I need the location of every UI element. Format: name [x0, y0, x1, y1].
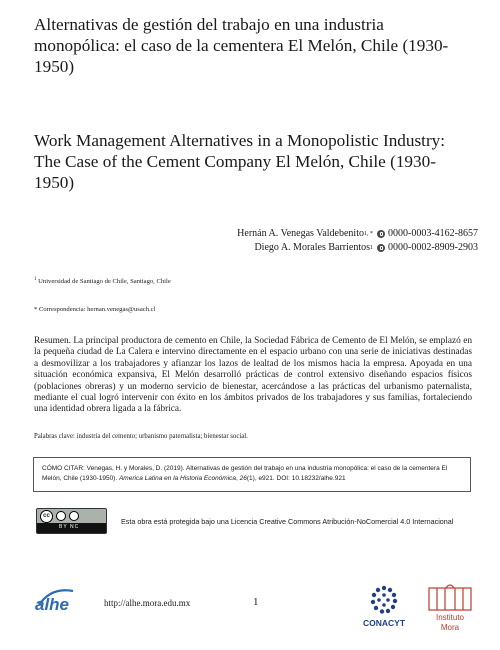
- author-2: Diego A. Morales Barrientos 1 0000-0002-8909-2903: [254, 242, 478, 253]
- affiliation-mark: 1: [34, 277, 37, 282]
- cc-license-badge[interactable]: [36, 508, 107, 534]
- citation-text: Venegas, H. y Morales, D. (2019). Alternativas de gestión del trabajo en una industria monopólica: el caso de la cementera El Melón, Chile (1930-1950).: [42, 465, 448, 482]
- alhe-logo-text: alhe: [35, 595, 70, 613]
- orcid-id[interactable]: 0000-0003-4162-8657: [388, 228, 478, 239]
- title-english: Work Management Alternatives in a Monopolistic Industry: The Case of the Cement Company El Melón, Chile (1930-1950): [34, 131, 446, 192]
- author-name: Hernán A. Venegas Valdebenito: [237, 228, 364, 239]
- noncommercial-icon: [69, 511, 79, 521]
- affiliation: [34, 275, 171, 286]
- footer-url[interactable]: http://alhe.mora.edu.mx: [104, 598, 191, 608]
- attribution-icon: [56, 511, 66, 521]
- license-text: Esta obra está protegida bajo una Licencia Creative Commons Atribución-NoComercial 4.0 Internacional: [121, 517, 454, 526]
- cc-icon: cc: [40, 510, 53, 523]
- citation-doi[interactable]: DOI: 10.18232/alhe.921: [276, 474, 346, 482]
- title-spanish: Alternativas de gestión del trabajo en una industria monopólica: el caso de la cementera El Melón, Chile (1930-1950): [34, 15, 449, 76]
- conacyt-logo: [360, 582, 408, 630]
- keywords: Palabras clave: industria del cemento; urbanismo paternalista; bienestar social.: [34, 433, 248, 440]
- page-number: 1: [253, 596, 259, 608]
- citation-volume: 26: [239, 474, 247, 482]
- cc-badge-text: BY NC: [59, 524, 80, 530]
- alhe-logo[interactable]: [33, 585, 99, 613]
- citation-issue: (1), e921.: [246, 474, 275, 482]
- correspondence-mark: *: [34, 306, 38, 313]
- citation-label: CÓMO CITAR:: [42, 465, 85, 472]
- affiliation-text: Universidad de Santiago de Chile, Santiago, Chile: [38, 278, 171, 286]
- orcid-icon[interactable]: [377, 244, 385, 252]
- citation-journal: America Latina en la Historia Económica: [118, 474, 237, 482]
- abstract: Resumen. La principal productora de cemento en Chile, la Sociedad Fábrica de Cemento de El Melón, se emplazó en la pequeña ciudad de La Calera e intervino directamente en el espacio urbano con una serie de iniciativas destinadas a desmovilizar a los trabajadores y afianzar los lazos de lealtad de los mismos hacia la empresa. Apoyada en una situación económica expansiva, El Melón desarrolló prácticas de control extensivo diseñando espacios físicos (poblaciones obreras) y un moderno servicio de bienestar, acercándose a las prácticas del urbanismo paternalista, mediante el cual logró intervenir con éxito en los ámbitos privados de los trabajadores y sus familias, fortaleciendo una identidad obrera ligada a la fábrica.: [34, 336, 472, 415]
- conacyt-text: CONACYT: [362, 618, 406, 628]
- correspondence: [34, 305, 155, 314]
- orcid-icon[interactable]: [377, 230, 385, 238]
- instituto-mora-logo: [421, 580, 479, 632]
- citation-box: CÓMO CITAR: Venegas, H. y Morales, D. (2019). Alternativas de gestión del trabajo en una industria monopólica: el caso de la cementera El Melón, Chile (1930-1950). America Latina en la Historia Económica, 26(1), e921. DOI: 10.18232/alhe.921: [33, 457, 471, 492]
- author-1: Hernán A. Venegas Valdebenito 1, * 0000-0003-4162-8657: [237, 228, 478, 239]
- mora-text-2: Mora: [440, 623, 460, 632]
- correspondence-text[interactable]: Correspondencia: hernan.venegas@usach.cl: [38, 306, 156, 313]
- orcid-id[interactable]: 0000-0002-8909-2903: [388, 242, 478, 253]
- mora-text-1: Instituto: [435, 613, 465, 622]
- author-name: Diego A. Morales Barrientos: [254, 242, 370, 253]
